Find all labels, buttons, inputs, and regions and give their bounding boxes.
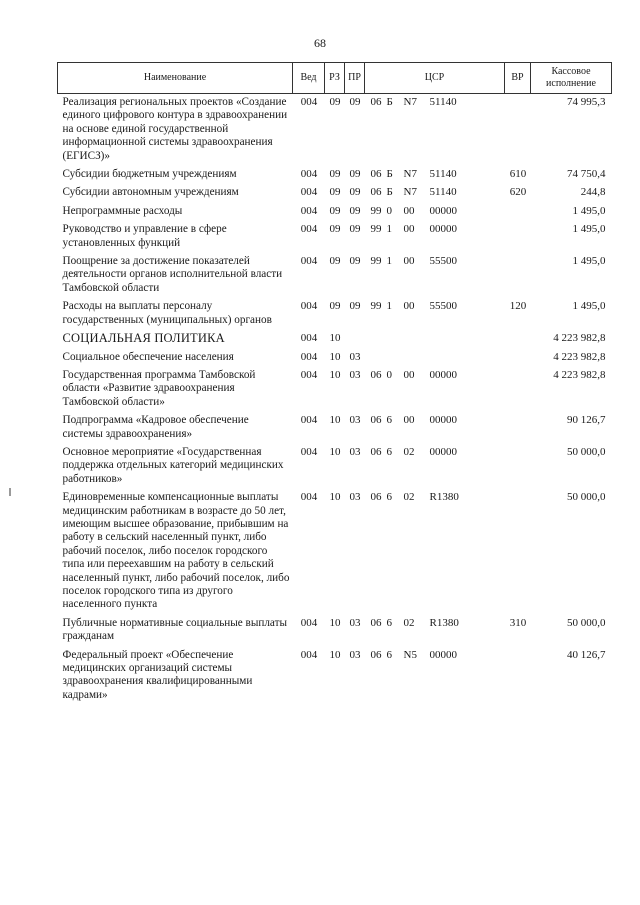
row-ved: 004	[300, 186, 318, 199]
row-csr	[365, 444, 505, 489]
row-sum: 74 995,3	[567, 96, 606, 108]
csr-part: 00000	[429, 368, 457, 381]
table-row	[58, 298, 612, 330]
row-pr: 09	[349, 255, 361, 268]
row-rz: 10	[329, 491, 341, 504]
row-name: Основное мероприятие «Государственная поддержка отдельных категорий медицинских работников»	[62, 445, 284, 485]
row-rz: 10	[329, 350, 341, 363]
row-name: Руководство и управление в сфере установленных функций	[62, 223, 227, 249]
row-sum: 50 000,0	[567, 491, 606, 504]
row-pr: 09	[349, 204, 361, 217]
row-vr: 310	[509, 616, 527, 629]
csr-part: 51140	[429, 186, 457, 199]
budget-table	[57, 62, 612, 705]
header-sum: Кассовое исполнение	[531, 63, 612, 94]
row-ved: 004	[300, 414, 318, 427]
csr-part: 51140	[429, 96, 457, 108]
header-ved: Вед	[293, 63, 325, 94]
row-vr: 610	[509, 168, 527, 181]
table-row	[58, 184, 612, 202]
row-sum: 50 000,0	[567, 445, 606, 458]
row-ved: 004	[300, 223, 318, 236]
table-row	[58, 367, 612, 412]
csr-part: 00	[403, 300, 415, 313]
csr-part: 00000	[429, 204, 457, 217]
row-vr: 120	[509, 300, 527, 313]
row-name: Подпрограмма «Кадровое обеспечение системы здравоохранения»	[62, 414, 249, 440]
csr-part: 00000	[429, 414, 457, 427]
row-name: СОЦИАЛЬНАЯ ПОЛИТИКА	[62, 331, 225, 346]
row-pr: 03	[349, 350, 361, 363]
row-pr: 03	[349, 368, 361, 381]
row-ved: 004	[300, 648, 318, 661]
row-sum: 4 223 982,8	[553, 332, 606, 345]
csr-part: N7	[403, 186, 417, 199]
csr-part: N7	[403, 168, 417, 181]
table-row	[58, 94, 612, 167]
row-name: Субсидии автономным учреждениям	[62, 186, 239, 199]
row-ved: 004	[300, 368, 318, 381]
row-ved: 004	[300, 168, 318, 181]
table-row	[58, 647, 612, 706]
row-name: Государственная программа Тамбовской области «Развитие здравоохранения Тамбовской области»	[62, 368, 256, 408]
row-rz: 10	[329, 368, 341, 381]
row-name: Расходы на выплаты персоналу государственных (муниципальных) органов	[62, 300, 272, 326]
csr-part: 06	[370, 445, 382, 458]
row-rz: 10	[329, 414, 341, 427]
row-name: Федеральный проект «Обеспечение медицинских организаций системы здравоохранения квалифицированными кадрами»	[62, 648, 253, 701]
row-pr: 03	[349, 414, 361, 427]
header-name: Наименование	[58, 63, 293, 94]
row-vr	[505, 349, 531, 367]
row-sum: 4 223 982,8	[553, 368, 606, 381]
row-pr: 09	[349, 168, 361, 181]
table-row	[58, 412, 612, 444]
table-row	[58, 444, 612, 489]
row-ved: 004	[300, 491, 318, 504]
csr-part: 6	[386, 445, 392, 458]
row-name: Социальное обеспечение населения	[62, 350, 234, 363]
row-vr	[505, 367, 531, 412]
table-row	[58, 221, 612, 253]
csr-part: 06	[370, 96, 382, 108]
row-ved: 004	[300, 204, 318, 217]
csr-part: 6	[386, 648, 392, 661]
row-vr	[505, 253, 531, 298]
row-pr: 09	[349, 223, 361, 236]
row-name: Реализация региональных проектов «Создание единого цифрового контура в здравоохранении на основе единой государственной информационной системы здравоохранения (ЕГИСЗ)»	[62, 96, 288, 162]
csr-part: Б	[386, 186, 393, 199]
csr-part: 0	[386, 368, 392, 381]
row-vr	[505, 489, 531, 615]
csr-part: 00	[403, 368, 415, 381]
table-row	[58, 166, 612, 184]
header-csr: ЦСР	[365, 63, 505, 94]
csr-part: 99	[370, 300, 382, 313]
csr-part: 06	[370, 186, 382, 199]
row-csr	[365, 412, 505, 444]
row-rz: 10	[329, 445, 341, 458]
csr-part: 02	[403, 445, 415, 458]
row-pr: 03	[349, 491, 361, 504]
csr-part: 06	[370, 414, 382, 427]
row-csr	[365, 367, 505, 412]
csr-part: Б	[386, 96, 393, 108]
row-rz: 09	[329, 223, 341, 236]
csr-part: 00000	[429, 445, 457, 458]
row-ved: 004	[300, 616, 318, 629]
table-header-row	[58, 63, 612, 94]
row-csr	[365, 615, 505, 647]
row-vr	[505, 330, 531, 348]
csr-part: 00	[403, 204, 415, 217]
row-csr	[365, 298, 505, 330]
row-name: Непрограммные расходы	[62, 204, 183, 217]
table-row	[58, 349, 612, 367]
csr-part: 6	[386, 616, 392, 629]
row-sum: 244,8	[580, 186, 606, 199]
csr-part: R1380	[429, 616, 459, 629]
row-pr: 09	[349, 186, 361, 199]
table-row	[58, 203, 612, 221]
csr-part: 00	[403, 414, 415, 427]
table-row	[58, 615, 612, 647]
row-vr	[505, 203, 531, 221]
csr-part: 1	[386, 223, 392, 236]
row-ved: 004	[300, 96, 318, 108]
row-rz: 09	[329, 96, 341, 108]
row-sum: 1 495,0	[572, 255, 606, 268]
row-csr	[365, 203, 505, 221]
row-vr: 620	[509, 186, 527, 199]
row-rz: 10	[329, 616, 341, 629]
csr-part: 55500	[429, 255, 457, 268]
row-ved: 004	[300, 332, 318, 345]
row-sum: 74 750,4	[567, 168, 606, 181]
csr-part: 00	[403, 223, 415, 236]
csr-part: 99	[370, 223, 382, 236]
row-rz: 10	[329, 648, 341, 661]
row-sum: 40 126,7	[567, 648, 606, 661]
row-name: Единовременные компенсационные выплаты медицинским работникам в возрасте до 50 лет, имеющим высшее образование, прибывшим на работу в сельский населенный пункт, либо рабочий поселок, либо поселок городского типа или переехавшим на работу в сельский населенный пункт, либо рабочий поселок, либо поселок городского типа из другого населенного пункта	[62, 491, 290, 611]
csr-part: N7	[403, 96, 417, 108]
row-sum: 50 000,0	[567, 616, 606, 629]
row-pr: 03	[349, 648, 361, 661]
table-row	[58, 489, 612, 615]
csr-part: 55500	[429, 300, 457, 313]
table-row	[58, 253, 612, 298]
row-csr	[365, 166, 505, 184]
row-vr	[505, 444, 531, 489]
csr-part: 00000	[429, 223, 457, 236]
row-sum: 90 126,7	[567, 414, 606, 427]
row-name: Субсидии бюджетным учреждениям	[62, 168, 237, 181]
csr-part: 6	[386, 414, 392, 427]
row-rz: 09	[329, 186, 341, 199]
row-sum: 1 495,0	[572, 204, 606, 217]
csr-part: 0	[386, 204, 392, 217]
csr-part: 06	[370, 616, 382, 629]
csr-part: 1	[386, 255, 392, 268]
row-pr	[345, 330, 365, 348]
csr-part: 02	[403, 491, 415, 504]
row-rz: 09	[329, 300, 341, 313]
row-sum: 1 495,0	[572, 300, 606, 313]
row-vr	[505, 647, 531, 706]
csr-part: Б	[386, 168, 393, 181]
row-sum: 1 495,0	[572, 223, 606, 236]
row-ved: 004	[300, 350, 318, 363]
row-csr	[365, 330, 505, 348]
row-csr	[365, 184, 505, 202]
page-number: 68	[314, 36, 326, 50]
row-vr	[505, 94, 531, 167]
row-ved: 004	[300, 300, 318, 313]
row-csr	[365, 253, 505, 298]
header-rz: РЗ	[325, 63, 345, 94]
header-vr: ВР	[505, 63, 531, 94]
csr-part: 06	[370, 168, 382, 181]
row-name: Поощрение за достижение показателей деятельности органов исполнительной власти Тамбовской области	[62, 255, 283, 294]
table-row	[58, 330, 612, 348]
row-rz: 09	[329, 168, 341, 181]
row-csr	[365, 349, 505, 367]
row-rz: 09	[329, 204, 341, 217]
csr-part: 51140	[429, 168, 457, 181]
row-pr: 03	[349, 616, 361, 629]
csr-part: 06	[370, 491, 382, 504]
csr-part: 06	[370, 368, 382, 381]
row-vr	[505, 412, 531, 444]
row-name: Публичные нормативные социальные выплаты гражданам	[62, 616, 288, 643]
row-sum: 4 223 982,8	[553, 350, 606, 363]
csr-part: 00	[403, 255, 415, 268]
csr-part: 6	[386, 491, 392, 504]
csr-part: 99	[370, 204, 382, 217]
row-csr	[365, 94, 505, 167]
csr-part: 06	[370, 648, 382, 661]
row-rz: 09	[329, 255, 341, 268]
row-pr: 09	[349, 96, 361, 108]
csr-part: 00000	[429, 648, 457, 661]
row-ved: 004	[300, 255, 318, 268]
row-csr	[365, 221, 505, 253]
row-csr	[365, 647, 505, 706]
csr-part: N5	[403, 648, 417, 661]
row-pr: 03	[349, 445, 361, 458]
row-rz: 10	[329, 332, 341, 345]
scan-mark	[9, 488, 11, 496]
csr-part: R1380	[429, 491, 459, 504]
csr-part: 1	[386, 300, 392, 313]
header-pr: ПР	[345, 63, 365, 94]
csr-part: 02	[403, 616, 415, 629]
row-ved: 004	[300, 445, 318, 458]
row-pr: 09	[349, 300, 361, 313]
csr-part: 99	[370, 255, 382, 268]
row-vr	[505, 221, 531, 253]
table-body	[58, 94, 612, 706]
row-csr	[365, 489, 505, 615]
